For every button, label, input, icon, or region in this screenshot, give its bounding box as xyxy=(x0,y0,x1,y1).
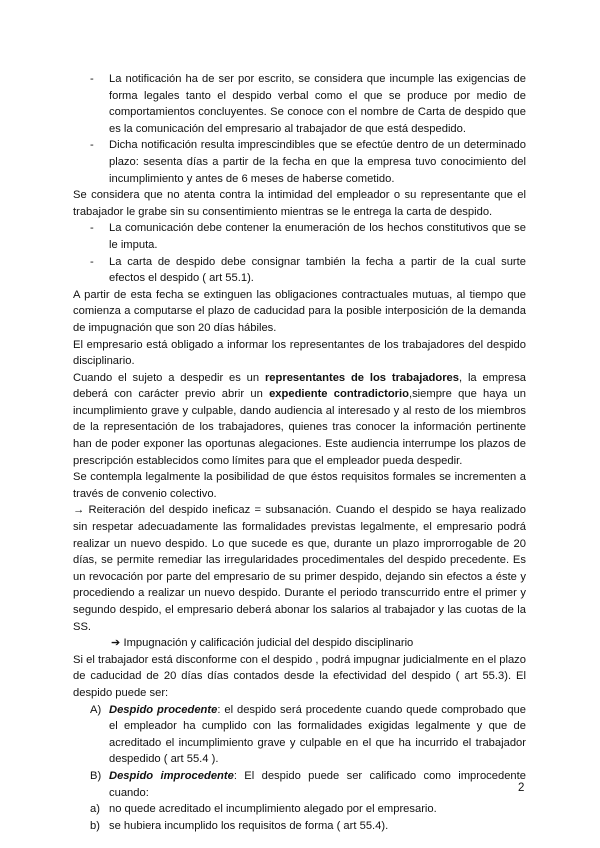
paragraph-convenio: Se contempla legalmente la posibilidad de que éstos requisitos formales se incrementen a través de convenio colectivo. xyxy=(73,471,526,500)
bold-term-representantes: representantes de los trabajadores xyxy=(264,371,460,384)
list-marker: B) xyxy=(90,769,102,782)
text-span: ,siempre que haya un incumplimiento grave y culpable, dando audiencia al interesado y al resto de los miembros de la representación de los trabajadores, quienes tras conocer la información pertinente han de poder exponer las oportunas alegaciones. Este audiencia interrumpe los plazos de prescripción establecidos como límites para que el empleador pueda despedir. xyxy=(73,388,526,467)
list-text: se hubiera incumplido los requisitos de forma ( art 55.4). xyxy=(109,819,389,832)
body-text xyxy=(73,71,526,834)
bullet-item-fecha xyxy=(73,254,526,287)
bullet-text: La carta de despido debe consignar también la fecha a partir de la cual surte efectos el despido ( art 55.1). xyxy=(109,255,526,285)
paragraph-impugnacion: Si el trabajador está disconforme con el despido , podrá impugnar judicialmente en el plazo de caducidad de 20 días días contados desde la efectividad del despido ( art 55.3). El despido puede ser: xyxy=(73,653,526,699)
page-number: 2 xyxy=(518,782,525,794)
bullet-text: Dicha notificación resulta imprescindibles que se efectúe dentro de un determinado plazo: sesenta días a partir de la fecha en que la empresa tuvo conocimiento del incumplimiento y antes de 6 meses de haberse cometido. xyxy=(109,139,526,185)
list-item-improcedente xyxy=(73,768,526,801)
term-procedente: Despido procedente xyxy=(109,703,218,716)
list-item-a xyxy=(73,801,526,818)
bullet-text: La notificación ha de ser por escrito, se considera que incumple las exigencias de forma legales tanto el despido verbal como el que se produce por medio de comportamientos concluyentes. Se conoce con el nombre de Carta de despido que es la comunicación del empresario al trabajador de que está despedido. xyxy=(109,73,526,135)
bullet-marker: - xyxy=(90,255,94,268)
paragraph-informar-representantes: El empresario está obligado a informar los representantes de los trabajadores del despido disciplinario. xyxy=(73,338,526,368)
section-heading-impugnacion: ➔ Impugnación y calificación judicial del despido disciplinario xyxy=(111,637,414,650)
list-marker: a) xyxy=(90,803,100,816)
list-marker: A) xyxy=(90,703,102,716)
term-improcedente: Despido improcedente xyxy=(109,769,234,782)
bullet-text: La comunicación debe contener la enumeración de los hechos constitutivos que se le imputa. xyxy=(109,222,526,251)
bullet-marker: - xyxy=(90,73,94,85)
bullet-item-plazo xyxy=(73,137,526,187)
text-span: Cuando el sujeto a despedir es un xyxy=(73,371,265,384)
text-span: : el despido será procedente cuando quede comprobado que el empleador ha cumplido con las formalidades exigidas legalmente y que de acreditado el incumplimiento grave y culpable en el que ha incurrido el trabajador despedido ( art 55.4 ). xyxy=(109,703,526,766)
list-text: no quede acreditado el incumplimiento alegado por el empresario. xyxy=(109,803,437,816)
text-span: , la empresa deberá con carácter previo abrir un xyxy=(73,371,527,401)
bullet-item-comunicacion xyxy=(73,220,526,253)
list-item-b xyxy=(73,818,526,835)
list-text xyxy=(109,702,526,768)
bold-term-expediente: expediente contradictorio xyxy=(269,388,409,401)
text-span: : El despido puede ser calificado como improcedente cuando: xyxy=(109,769,526,799)
list-text xyxy=(109,768,526,801)
paragraph-caducidad: A partir de esta fecha se extinguen las obligaciones contractuales mutuas, al tiempo que comienza a computarse el plazo de caducidad para la posible interposición de la demanda de impugnación que son 20 días hábiles. xyxy=(73,288,526,334)
paragraph-intimidad: Se considera que no atenta contra la intimidad del empleador o su representante que el trabajador le grabe sin su consentimiento mientras se le entrega la carta de despido. xyxy=(73,189,526,218)
list-marker: b) xyxy=(90,819,100,832)
list-item-procedente xyxy=(73,702,526,768)
bullet-marker: - xyxy=(90,222,94,235)
paragraph-reiteracion: → Reiteración del despido ineficaz = subsanación. Cuando el despido se haya realizado sin respetar adecuadamente las formalidades previstas legalmente, el empresario podrá realizar un nuevo despido. Lo que sucede es que, durante un plazo improrrogable de 20 días, se permite remediar las irregularidades procedimentales del despido precedente. Es un revocación por parte del empresario de su primer despido, dejando sin efectos a éste y procediendo a realizar un nuevo despido. Durante el periodo transcurrido entre el primer y segundo despido, el empresario deberá abonar los salarios al trabajador y las cuotas de la SS. xyxy=(73,504,526,633)
bullet-item-carta-despido xyxy=(73,71,526,137)
bullet-marker: - xyxy=(90,139,94,152)
paragraph-expediente-contradictorio xyxy=(73,370,526,470)
